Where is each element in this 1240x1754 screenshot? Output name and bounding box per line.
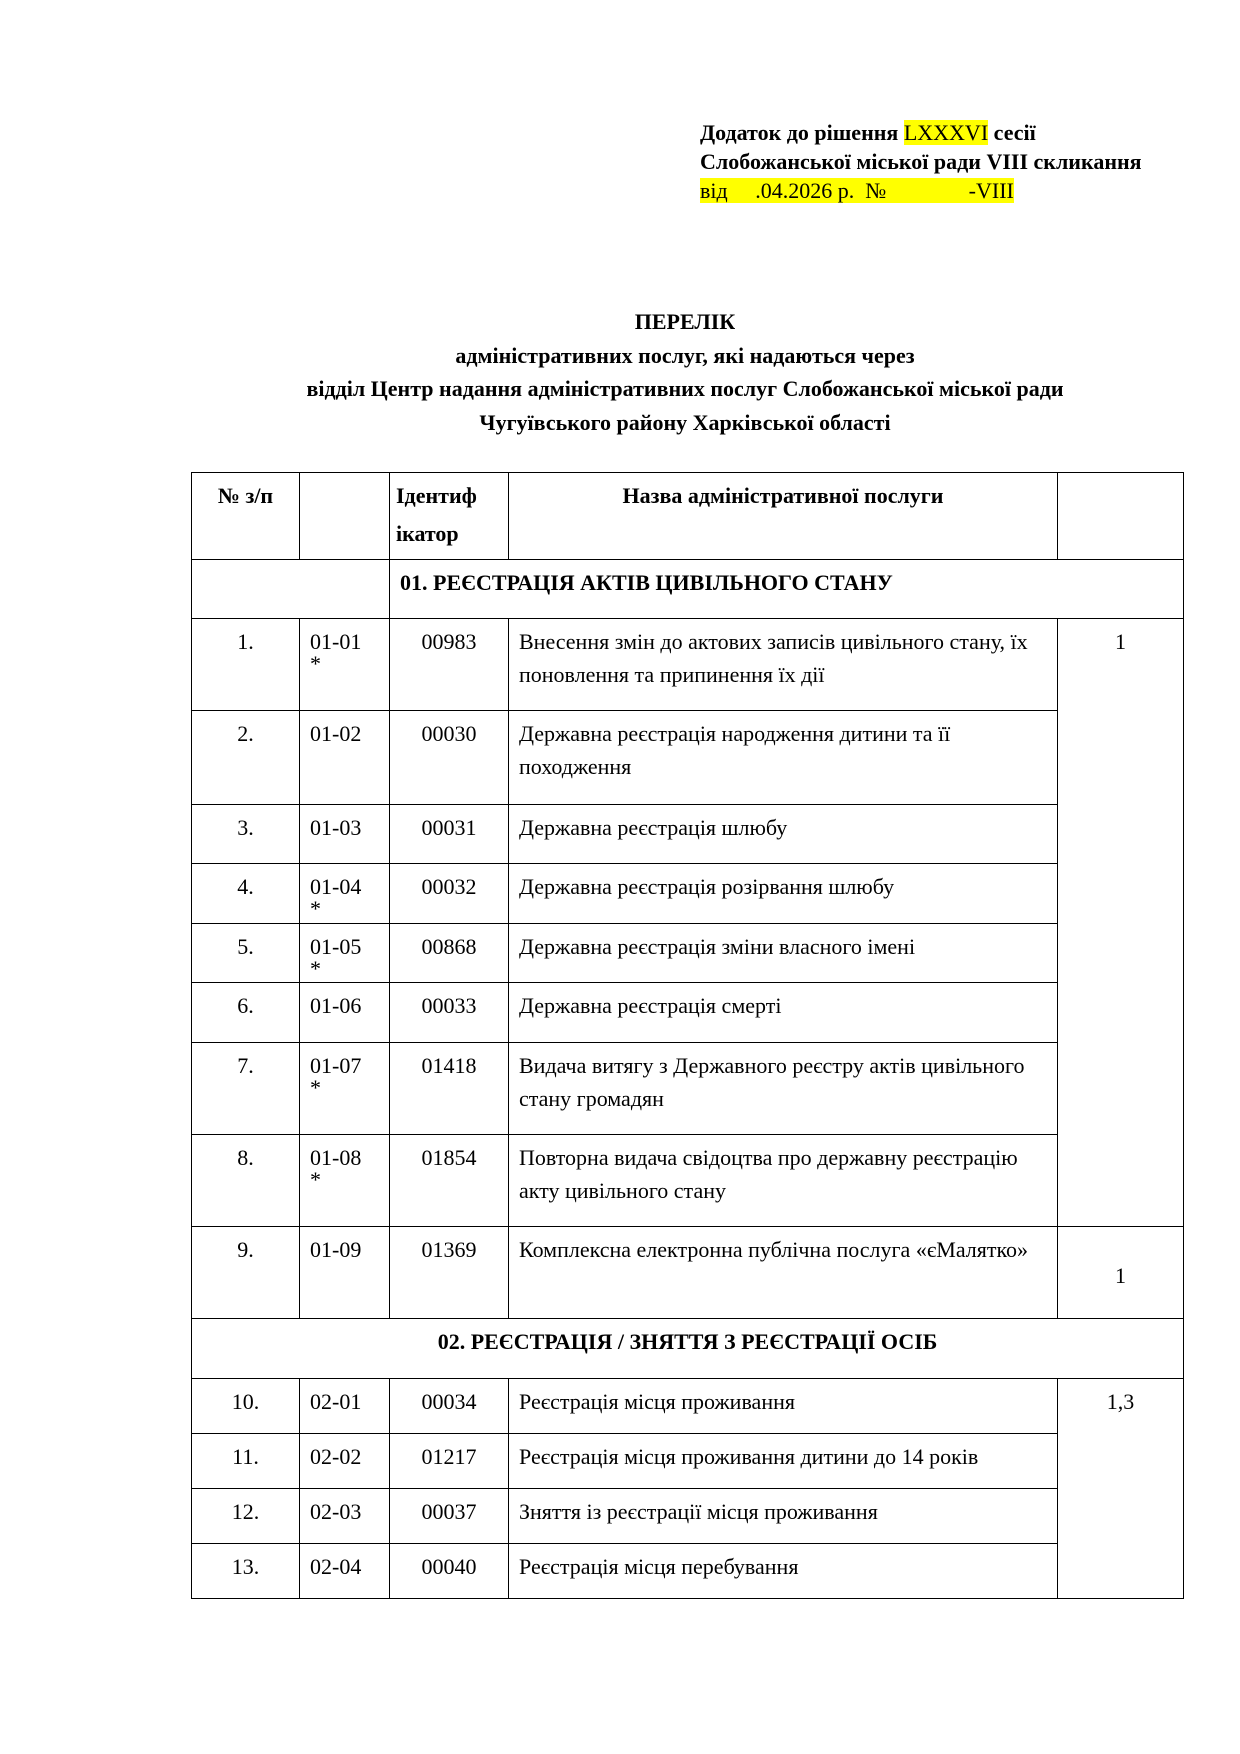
table-row <box>192 805 1184 864</box>
service-name: Видача витягу з Державного реєстру актів цивільного стану громадян <box>509 1043 1058 1135</box>
appendix-header <box>700 118 1142 205</box>
header-extra <box>1058 473 1184 560</box>
table-row <box>192 1227 1184 1319</box>
row-number: 4. <box>192 864 300 924</box>
table-row <box>192 983 1184 1043</box>
footnote-marker: * <box>310 651 321 676</box>
header-num: № з/п <box>192 473 300 560</box>
section-title: 02. РЕЄСТРАЦІЯ / ЗНЯТТЯ З РЕЄСТРАЦІЇ ОСІБ <box>192 1319 1184 1379</box>
service-code <box>300 1544 390 1599</box>
row-number: 12. <box>192 1489 300 1544</box>
table-row <box>192 864 1184 924</box>
table-row <box>192 711 1184 805</box>
row-number: 10. <box>192 1379 300 1434</box>
header-line1: Додаток до рішення LXXXVI сесії <box>700 120 1036 145</box>
service-identifier: 00032 <box>390 864 509 924</box>
service-name: Повторна видача свідоцтва про державну реєстрацію акту цивільного стану <box>509 1135 1058 1227</box>
service-code <box>300 864 390 924</box>
document-title <box>0 305 1240 439</box>
footnote-marker: * <box>310 956 321 981</box>
code-value: 02-01 <box>310 1389 362 1414</box>
title-line3: відділ Центр надання адміністративних послуг Слобожанської міської ради <box>306 376 1064 401</box>
service-code <box>300 1434 390 1489</box>
title-line1: ПЕРЕЛІК <box>634 309 736 334</box>
code-value: 01-03 <box>310 815 362 840</box>
service-name: Державна реєстрація смерті <box>509 983 1058 1043</box>
service-name: Державна реєстрація розірвання шлюбу <box>509 864 1058 924</box>
table-row <box>192 1043 1184 1135</box>
code-value: 01-08 <box>310 1145 362 1170</box>
service-code <box>300 1135 390 1227</box>
service-name: Зняття із реєстрації місця проживання <box>509 1489 1058 1544</box>
title-line4: Чугуївського району Харківської області <box>479 409 891 435</box>
header-id: Ідентиф ікатор <box>390 473 509 560</box>
service-code <box>300 1489 390 1544</box>
service-identifier: 01217 <box>390 1434 509 1489</box>
service-identifier: 00034 <box>390 1379 509 1434</box>
table-row <box>192 1379 1184 1434</box>
service-identifier: 00868 <box>390 924 509 983</box>
code-value: 01-04 <box>310 874 362 899</box>
section-row <box>192 1319 1184 1379</box>
service-name: Державна реєстрація зміни власного імені <box>509 924 1058 983</box>
service-code <box>300 983 390 1043</box>
service-identifier: 00040 <box>390 1544 509 1599</box>
header-line2: Слобожанської міської ради VIII скликання <box>700 149 1142 174</box>
service-code <box>300 1043 390 1135</box>
header-line3: від .04.2026 р. № -VIII <box>700 178 1014 203</box>
table-header-row <box>192 473 1184 560</box>
service-name: Реєстрація місця проживання <box>509 1379 1058 1434</box>
service-identifier: 00033 <box>390 983 509 1043</box>
footnote-marker: * <box>310 1075 321 1100</box>
service-identifier: 00031 <box>390 805 509 864</box>
service-identifier: 01369 <box>390 1227 509 1319</box>
table-row <box>192 1489 1184 1544</box>
services-table <box>191 472 1184 1599</box>
service-name: Державна реєстрація народження дитини та її походження <box>509 711 1058 805</box>
service-code <box>300 805 390 864</box>
code-value: 01-05 <box>310 934 362 959</box>
table-row <box>192 1434 1184 1489</box>
row-number: 5. <box>192 924 300 983</box>
footnote-marker: * <box>310 896 321 921</box>
row-number: 9. <box>192 1227 300 1319</box>
row-number: 13. <box>192 1544 300 1599</box>
service-code <box>300 1379 390 1434</box>
row-number: 11. <box>192 1434 300 1489</box>
title-line2: адміністративних послуг, які надаються через <box>455 342 915 368</box>
code-value: 01-02 <box>310 721 362 746</box>
service-name: Реєстрація місця проживання дитини до 14 років <box>509 1434 1058 1489</box>
code-value: 01-07 <box>310 1053 362 1078</box>
service-name: Реєстрація місця перебування <box>509 1544 1058 1599</box>
service-name: Внесення змін до актових записів цивільного стану, їх поновлення та припинення їх дії <box>509 619 1058 711</box>
row-number: 6. <box>192 983 300 1043</box>
service-note: 1,3 <box>1058 1379 1184 1599</box>
table-row <box>192 1135 1184 1227</box>
header-code <box>300 473 390 560</box>
footnote-marker: * <box>310 1167 321 1192</box>
table-row <box>192 1544 1184 1599</box>
section-row <box>192 560 1184 619</box>
code-value: 01-06 <box>310 993 362 1018</box>
service-identifier: 01418 <box>390 1043 509 1135</box>
service-note: 1 <box>1058 1227 1184 1319</box>
service-identifier: 01854 <box>390 1135 509 1227</box>
service-name: Державна реєстрація шлюбу <box>509 805 1058 864</box>
service-code <box>300 1227 390 1319</box>
code-value: 01-01 <box>310 629 362 654</box>
service-identifier: 00037 <box>390 1489 509 1544</box>
row-number: 3. <box>192 805 300 864</box>
service-name: Комплексна електронна публічна послуга «єМалятко» <box>509 1227 1058 1319</box>
row-number: 1. <box>192 619 300 711</box>
service-code <box>300 711 390 805</box>
section-title: 01. РЕЄСТРАЦІЯ АКТІВ ЦИВІЛЬНОГО СТАНУ <box>390 560 1184 619</box>
service-code <box>300 924 390 983</box>
row-number: 7. <box>192 1043 300 1135</box>
row-number: 2. <box>192 711 300 805</box>
code-value: 02-03 <box>310 1499 362 1524</box>
code-value: 02-04 <box>310 1554 362 1579</box>
header-name: Назва адміністративної послуги <box>509 473 1058 560</box>
row-number: 8. <box>192 1135 300 1227</box>
service-code <box>300 619 390 711</box>
table-row <box>192 619 1184 711</box>
service-note: 1 <box>1058 619 1184 1227</box>
table-row <box>192 924 1184 983</box>
session-number: LXXXVI <box>903 120 989 145</box>
service-identifier: 00983 <box>390 619 509 711</box>
code-value: 02-02 <box>310 1444 362 1469</box>
service-identifier: 00030 <box>390 711 509 805</box>
code-value: 01-09 <box>310 1237 362 1262</box>
